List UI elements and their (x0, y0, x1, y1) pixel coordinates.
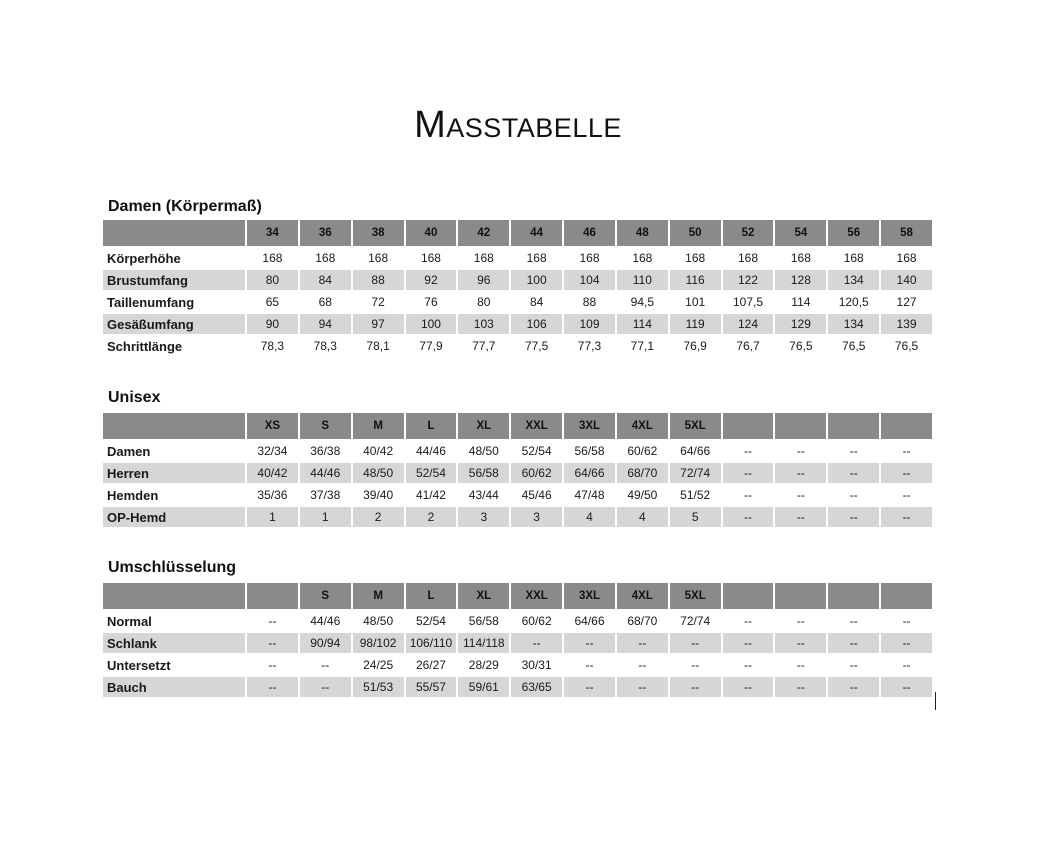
column-header: 5XL (668, 413, 721, 441)
table-cell: -- (721, 507, 774, 529)
column-header: L (404, 413, 457, 441)
column-header: 5XL (668, 583, 721, 611)
table-cell: 52/54 (404, 611, 457, 633)
table-cell: 88 (562, 292, 615, 314)
table-cell: 65 (245, 292, 298, 314)
table-cell: 37/38 (298, 485, 351, 507)
column-header: XXL (509, 413, 562, 441)
table-cell: 76,5 (826, 336, 879, 358)
table-cell: 76,5 (879, 336, 932, 358)
table-row (103, 611, 932, 633)
table-cell: 44/46 (298, 611, 351, 633)
text-cursor (935, 692, 936, 710)
table-cell: 5 (668, 507, 721, 529)
table-cell: 98/102 (351, 633, 404, 655)
table-cell: 80 (456, 292, 509, 314)
table-row (103, 655, 932, 677)
table-cell: 56/58 (456, 463, 509, 485)
table-cell: 39/40 (351, 485, 404, 507)
column-header: L (404, 583, 457, 611)
column-header: XL (456, 413, 509, 441)
table-cell: 129 (773, 314, 826, 336)
table-cell: 1 (245, 507, 298, 529)
table-cell: 168 (668, 248, 721, 270)
column-header: XS (245, 413, 298, 441)
table-cell: 40/42 (245, 463, 298, 485)
table-cell: 140 (879, 270, 932, 292)
table-cell: 90 (245, 314, 298, 336)
column-header: 38 (351, 220, 404, 248)
header-corner-cell (103, 583, 245, 611)
table-cell: 114 (773, 292, 826, 314)
table-cell: 3 (456, 507, 509, 529)
table-cell: 48/50 (351, 463, 404, 485)
table-cell: 72/74 (668, 611, 721, 633)
header-row (103, 413, 932, 441)
table-cell: -- (245, 655, 298, 677)
table-cell: 3 (509, 507, 562, 529)
column-header: 56 (826, 220, 879, 248)
table-cell: 103 (456, 314, 509, 336)
table-cell: -- (615, 677, 668, 699)
table-cell: -- (721, 485, 774, 507)
table-cell: 4 (615, 507, 668, 529)
table-cell: 64/66 (562, 463, 615, 485)
table-cell: -- (509, 633, 562, 655)
table-cell: 49/50 (615, 485, 668, 507)
column-header: 42 (456, 220, 509, 248)
table-cell: -- (245, 677, 298, 699)
table-cell: 106/110 (404, 633, 457, 655)
table-row (103, 463, 932, 485)
column-header: 58 (879, 220, 932, 248)
row-label: Normal (103, 611, 245, 633)
table-cell: 90/94 (298, 633, 351, 655)
header-row (103, 220, 932, 248)
table-row (103, 336, 932, 358)
column-header: 52 (721, 220, 774, 248)
column-header: 44 (509, 220, 562, 248)
column-header: 3XL (562, 413, 615, 441)
column-header: S (298, 583, 351, 611)
table-row (103, 248, 932, 270)
table-cell: 168 (721, 248, 774, 270)
table-cell: -- (826, 463, 879, 485)
table-cell: 100 (404, 314, 457, 336)
column-header (773, 413, 826, 441)
table-cell: -- (879, 441, 932, 463)
table-cell: -- (879, 485, 932, 507)
table-cell: 116 (668, 270, 721, 292)
table-cell: 127 (879, 292, 932, 314)
table-cell: 36/38 (298, 441, 351, 463)
table-cell: -- (721, 677, 774, 699)
section-title-unisex: Unisex (108, 389, 161, 406)
table-cell: 106 (509, 314, 562, 336)
column-header (721, 413, 774, 441)
table-cell: 122 (721, 270, 774, 292)
table-cell: 114 (615, 314, 668, 336)
table-cell: -- (773, 463, 826, 485)
table-cell: 168 (879, 248, 932, 270)
column-header (879, 413, 932, 441)
table-cell: 72/74 (668, 463, 721, 485)
table-cell: 45/46 (509, 485, 562, 507)
table-cell: -- (773, 633, 826, 655)
table-cell: 168 (298, 248, 351, 270)
table-cell: 47/48 (562, 485, 615, 507)
table-cell: -- (668, 677, 721, 699)
table-cell: 124 (721, 314, 774, 336)
table-cell: -- (826, 655, 879, 677)
table-cell: 168 (562, 248, 615, 270)
table-cell: -- (879, 633, 932, 655)
table-damen (103, 220, 932, 358)
table-cell: 48/50 (351, 611, 404, 633)
table-cell: 48/50 (456, 441, 509, 463)
table-cell: 77,3 (562, 336, 615, 358)
table-umschluesselung (103, 583, 932, 699)
table-cell: -- (879, 677, 932, 699)
table-cell: -- (826, 611, 879, 633)
table-cell: 59/61 (456, 677, 509, 699)
table-cell: -- (826, 485, 879, 507)
table-cell: -- (826, 633, 879, 655)
table-cell: 78,1 (351, 336, 404, 358)
table-cell: 41/42 (404, 485, 457, 507)
table-row (103, 441, 932, 463)
row-label: Bauch (103, 677, 245, 699)
table-cell: 35/36 (245, 485, 298, 507)
table-cell: 52/54 (509, 441, 562, 463)
table-cell: -- (879, 611, 932, 633)
table-cell: 2 (351, 507, 404, 529)
table-cell: 76,9 (668, 336, 721, 358)
column-header (773, 583, 826, 611)
table-cell: -- (721, 633, 774, 655)
table-cell: 68/70 (615, 463, 668, 485)
table-cell: 168 (615, 248, 668, 270)
table-cell: -- (826, 507, 879, 529)
column-header: 36 (298, 220, 351, 248)
table-cell: 168 (245, 248, 298, 270)
table-cell: 78,3 (245, 336, 298, 358)
header-corner-cell (103, 220, 245, 248)
row-label: Taillenumfang (103, 292, 245, 314)
table-unisex (103, 413, 932, 529)
column-header: 46 (562, 220, 615, 248)
column-header: 4XL (615, 413, 668, 441)
table-cell: 109 (562, 314, 615, 336)
row-label: Herren (103, 463, 245, 485)
column-header (245, 583, 298, 611)
table-cell: 84 (298, 270, 351, 292)
table-cell: 76,5 (773, 336, 826, 358)
column-header: 48 (615, 220, 668, 248)
table-row (103, 677, 932, 699)
table-cell: 120,5 (826, 292, 879, 314)
table-cell: 68 (298, 292, 351, 314)
column-header: 3XL (562, 583, 615, 611)
table-cell: 76 (404, 292, 457, 314)
row-label: Damen (103, 441, 245, 463)
table-row (103, 633, 932, 655)
row-label: Brustumfang (103, 270, 245, 292)
table-cell: -- (615, 633, 668, 655)
row-label: Hemden (103, 485, 245, 507)
page-title: Masstabelle (414, 104, 622, 146)
table-cell: 84 (509, 292, 562, 314)
header-row (103, 583, 932, 611)
column-header: XL (456, 583, 509, 611)
table-cell: 97 (351, 314, 404, 336)
table-cell: 60/62 (509, 463, 562, 485)
table-cell: 43/44 (456, 485, 509, 507)
column-header: XXL (509, 583, 562, 611)
table-cell: 94,5 (615, 292, 668, 314)
table-cell: -- (721, 655, 774, 677)
table-cell: 128 (773, 270, 826, 292)
column-header (826, 583, 879, 611)
table-cell: -- (562, 655, 615, 677)
table-cell: 88 (351, 270, 404, 292)
column-header: 4XL (615, 583, 668, 611)
table-cell: -- (879, 507, 932, 529)
table-cell: -- (298, 677, 351, 699)
table-cell: 168 (509, 248, 562, 270)
table-cell: 60/62 (509, 611, 562, 633)
table-cell: 94 (298, 314, 351, 336)
table-cell: 134 (826, 270, 879, 292)
table-cell: -- (773, 441, 826, 463)
table-cell: -- (826, 441, 879, 463)
table-cell: 30/31 (509, 655, 562, 677)
row-label: Untersetzt (103, 655, 245, 677)
table-cell: -- (562, 677, 615, 699)
table-cell: 24/25 (351, 655, 404, 677)
table-cell: 60/62 (615, 441, 668, 463)
table-cell: -- (721, 463, 774, 485)
table-cell: 168 (773, 248, 826, 270)
table-cell: 78,3 (298, 336, 351, 358)
table-cell: -- (245, 611, 298, 633)
table-cell: -- (773, 677, 826, 699)
table-cell: -- (668, 633, 721, 655)
column-header: M (351, 413, 404, 441)
table-row (103, 292, 932, 314)
table-cell: 32/34 (245, 441, 298, 463)
table-cell: 26/27 (404, 655, 457, 677)
row-label: Schlank (103, 633, 245, 655)
table-cell: 77,1 (615, 336, 668, 358)
table-cell: 80 (245, 270, 298, 292)
section-title-umschluesselung: Umschlüsselung (108, 559, 237, 576)
table-cell: 52/54 (404, 463, 457, 485)
table-cell: -- (668, 655, 721, 677)
table-cell: -- (826, 677, 879, 699)
header-corner-cell (103, 413, 245, 441)
column-header: M (351, 583, 404, 611)
table-cell: 64/66 (668, 441, 721, 463)
column-header (721, 583, 774, 611)
table-cell: 100 (509, 270, 562, 292)
table-cell: 114/118 (456, 633, 509, 655)
row-label: Gesäßumfang (103, 314, 245, 336)
table-cell: 63/65 (509, 677, 562, 699)
table-cell: -- (721, 611, 774, 633)
table-cell: 56/58 (562, 441, 615, 463)
row-label: Schrittlänge (103, 336, 245, 358)
table-cell: 107,5 (721, 292, 774, 314)
table-row (103, 507, 932, 529)
column-header: 34 (245, 220, 298, 248)
table-cell: -- (773, 611, 826, 633)
table-cell: 2 (404, 507, 457, 529)
column-header: 50 (668, 220, 721, 248)
table-cell: 76,7 (721, 336, 774, 358)
table-cell: -- (298, 655, 351, 677)
table-cell: 72 (351, 292, 404, 314)
table-cell: 96 (456, 270, 509, 292)
table-cell: 51/53 (351, 677, 404, 699)
table-cell: 77,7 (456, 336, 509, 358)
table-cell: -- (773, 485, 826, 507)
table-cell: 64/66 (562, 611, 615, 633)
table-cell: 168 (826, 248, 879, 270)
table-row (103, 485, 932, 507)
table-cell: 44/46 (298, 463, 351, 485)
table-cell: 119 (668, 314, 721, 336)
section-title-damen: Damen (Körpermaß) (108, 198, 262, 215)
table-cell: 56/58 (456, 611, 509, 633)
table-cell: 110 (615, 270, 668, 292)
table-cell: 139 (879, 314, 932, 336)
table-cell: -- (879, 463, 932, 485)
table-row (103, 270, 932, 292)
table-cell: 44/46 (404, 441, 457, 463)
column-header: 40 (404, 220, 457, 248)
table-cell: 51/52 (668, 485, 721, 507)
table-cell: 134 (826, 314, 879, 336)
table-cell: 92 (404, 270, 457, 292)
table-cell: 168 (404, 248, 457, 270)
table-cell: 77,9 (404, 336, 457, 358)
table-cell: 1 (298, 507, 351, 529)
table-cell: 68/70 (615, 611, 668, 633)
row-label: Körperhöhe (103, 248, 245, 270)
column-header (826, 413, 879, 441)
table-cell: 104 (562, 270, 615, 292)
table-row (103, 314, 932, 336)
table-cell: -- (721, 441, 774, 463)
table-cell: 4 (562, 507, 615, 529)
table-cell: -- (773, 507, 826, 529)
table-cell: 28/29 (456, 655, 509, 677)
table-cell: 168 (351, 248, 404, 270)
column-header: S (298, 413, 351, 441)
table-cell: -- (245, 633, 298, 655)
table-cell: 55/57 (404, 677, 457, 699)
table-cell: 40/42 (351, 441, 404, 463)
column-header: 54 (773, 220, 826, 248)
column-header (879, 583, 932, 611)
table-cell: -- (615, 655, 668, 677)
table-cell: -- (879, 655, 932, 677)
row-label: OP-Hemd (103, 507, 245, 529)
table-cell: 101 (668, 292, 721, 314)
table-cell: -- (562, 633, 615, 655)
table-cell: -- (773, 655, 826, 677)
table-cell: 77,5 (509, 336, 562, 358)
table-cell: 168 (456, 248, 509, 270)
